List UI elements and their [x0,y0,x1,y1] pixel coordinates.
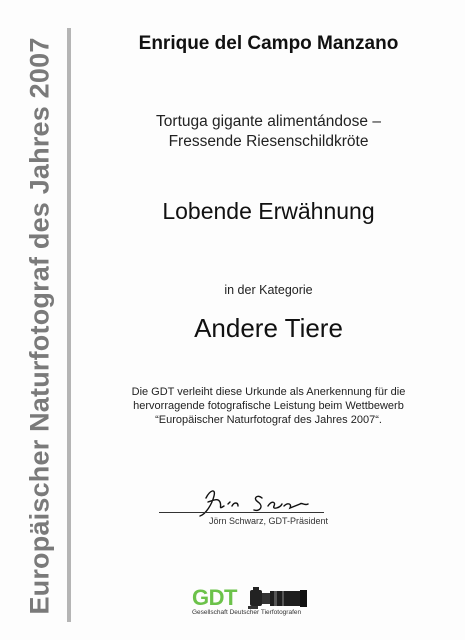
body-line-2: hervorragende fotografische Leistung beim Wettbewerb [133,400,404,412]
side-divider [67,28,71,622]
certificate-body-text [72,385,465,427]
photo-title-line-1: Tortuga gigante alimentándose – [156,113,381,130]
gdt-logo [192,585,332,619]
category-name: Andere Tiere [194,313,343,343]
photo-title [72,112,465,152]
body-line-1: Die GDT verleiht diese Urkunde als Anerkennung für die [131,386,406,398]
camera-lens-icon [248,587,308,609]
category-intro: in der Kategorie [224,283,313,297]
photo-title-line-2: Fressende Riesenschildkröte [168,133,369,150]
gdt-logo-text: GDT [192,585,237,610]
handwritten-signature [184,484,324,520]
certificate-content [72,0,465,640]
recipient-name: Enrique del Campo Manzano [138,33,399,54]
signer-name: Jörn Schwarz, GDT-Präsident [208,516,329,526]
body-line-3: “Europäischer Naturfotograf des Jahres 2007“. [155,414,382,426]
side-title: Europäischer Naturfotograf des Jahres 2007 [24,37,55,615]
award-title: Lobende Erwähnung [162,198,375,224]
signature-line [159,512,324,513]
gdt-logo-subtitle: Gesellschaft Deutscher Tierfotografen [192,609,302,616]
